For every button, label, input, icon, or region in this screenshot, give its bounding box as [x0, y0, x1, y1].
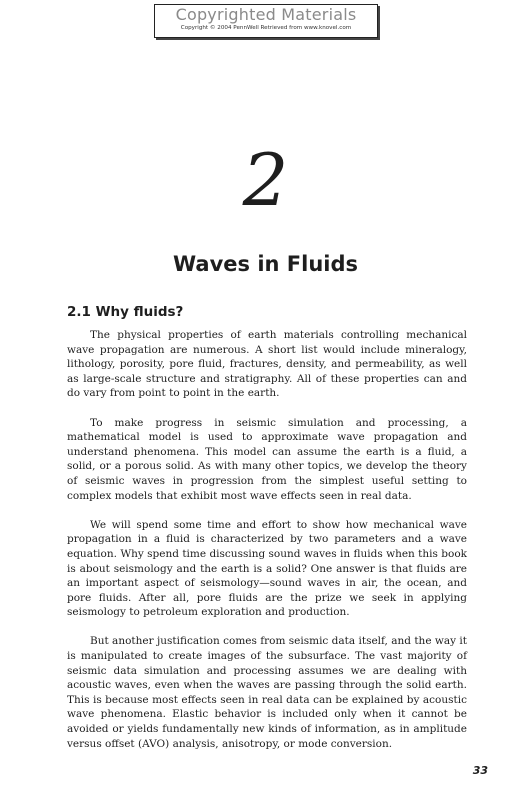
page-number: 33	[472, 764, 488, 777]
section-heading: 2.1 Why fluids?	[67, 304, 184, 320]
copyright-watermark-title: Copyrighted Materials	[175, 5, 357, 24]
paragraph: But another justification comes from seismic data itself, and the way it is manipulated to create images of the subsurface. The vast majority of seismic data simulation and processing assumes we are dealing with acoustic waves, even when the waves are passing through the solid earth. This is because most effects seen in real data can be explained by acoustic wave phenomena. Elastic behavior is included only when it cannot be avoided or yields fundamentally new kinds of information, as in amplitude versus offset (AVO) analysis, anisotropy, or mode conversion.	[67, 635, 467, 750]
paragraph: The physical properties of earth materials controlling mechanical wave propagation are numerous. A short list would include mineralogy, lithology, porosity, pore fluid, fractures, density, and permeability, as well as large-scale structure and stratigraphy. All of these properties can and do vary from point to point in the earth.	[67, 329, 467, 400]
chapter-title: Waves in Fluids	[172, 252, 358, 276]
section-body	[67, 328, 467, 766]
paragraph: We will spend some time and effort to show how mechanical wave propagation in a fluid is characterized by two parameters and a wave equation. Why spend time discussing sound waves in fluids when this book is about seismology and the earth is a solid? One answer is that fluids are an important aspect of seismology—sound waves in air, the ocean, and pore fluids. After all, pore fluids are the prize we seek in applying seismology to petroleum exploration and production.	[67, 518, 467, 619]
paragraph: To make progress in seismic simulation and processing, a mathematical model is used to approximate wave propagation and understand phenomena. This model can assume the earth is a fluid, a solid, or a porous solid. As with many other topics, we develop the theory of seismic waves in progression from the simplest useful setting to complex models that exhibit most wave effects seen in real data.	[67, 416, 467, 502]
chapter-number: 2	[242, 138, 289, 222]
copyright-watermark-line: Copyright © 2004 PennWell Retrieved from www.knovel.com	[180, 25, 352, 31]
copyright-watermark	[154, 4, 378, 38]
